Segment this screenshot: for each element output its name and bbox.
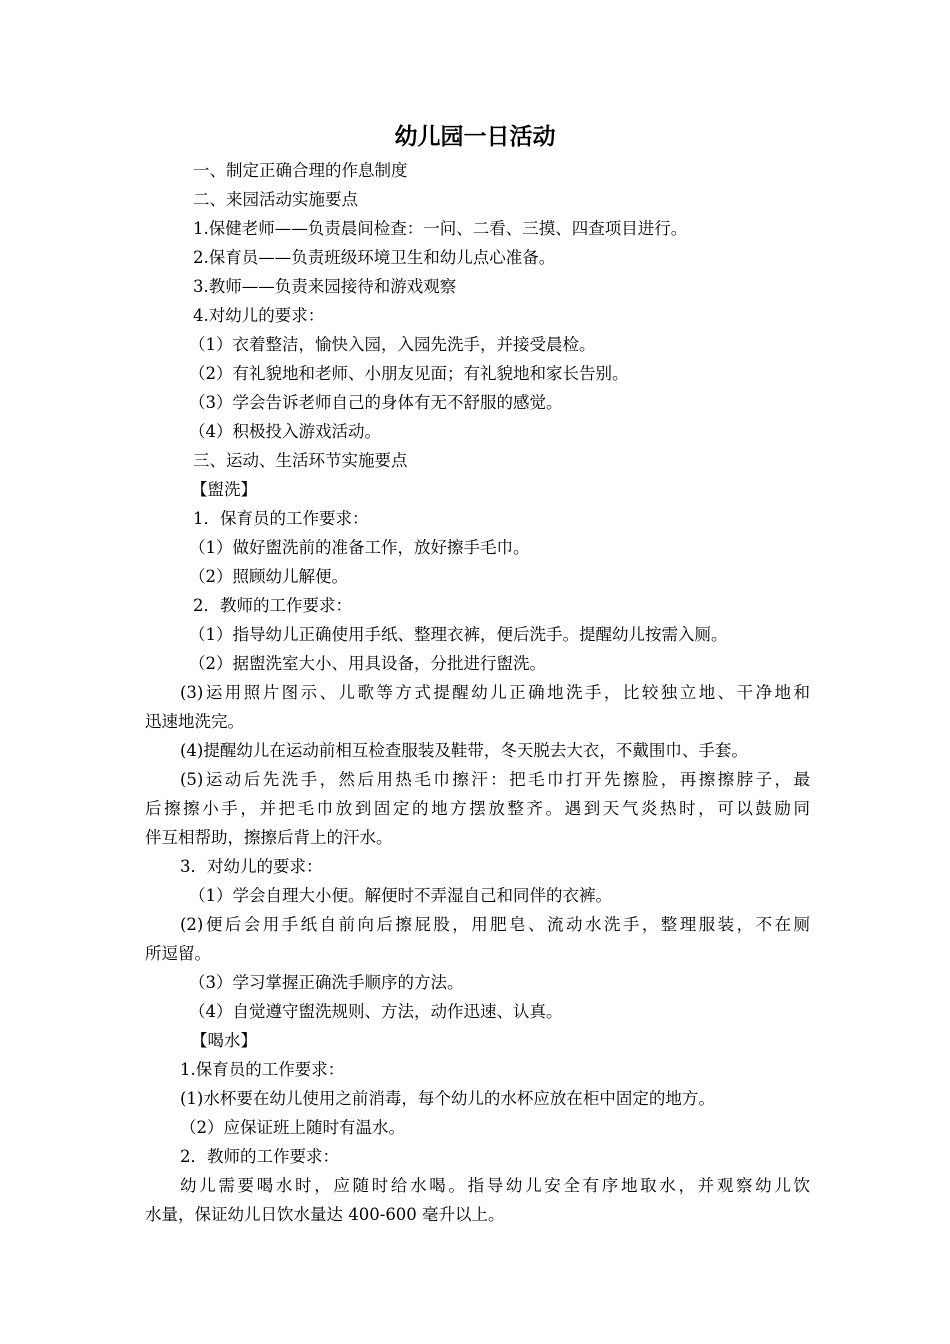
document-body [145, 156, 810, 1229]
text-line: (1)水杯要在幼儿使用之前消毒，每个幼儿的水杯应放在柜中固定的地方。 [180, 1089, 715, 1108]
text-line: 后擦擦小手，并把毛巾放到固定的地方摆放整齐。遇到天气炎热时，可以鼓励同 [145, 799, 810, 818]
section-heading: 【盥洗】 [191, 480, 257, 499]
text-line: （1）衣着整洁，愉快入园，入园先洗手，并接受晨检。 [189, 335, 596, 354]
document-title: 幼儿园一日活动 [394, 124, 556, 150]
text-line: 4.对幼儿的要求： [193, 306, 325, 325]
text-line: (2)便后会用手纸自前向后擦屁股，用肥皂、流动水洗手，整理服装，不在厕 [180, 915, 810, 934]
text-line: (5)运动后先洗手，然后用热毛巾擦汗：把毛巾打开先擦脸，再擦擦脖子，最 [180, 770, 810, 789]
text-line: 三、运动、生活环节实施要点 [193, 451, 408, 470]
text-line: (4)提醒幼儿在运动前相互检查服装及鞋带，冬天脱去大衣，不戴围巾、手套。 [180, 741, 748, 760]
text-line: （2）有礼貌地和老师、小朋友见面；有礼貌地和家长告别。 [189, 364, 629, 383]
text-line: 水量，保证幼儿日饮水量达 400-600 毫升以上。 [145, 1205, 505, 1224]
text-line: （4）积极投入游戏活动。 [189, 422, 381, 441]
text-line: （2）应保证班上随时有温水。 [180, 1118, 405, 1137]
text-line: （2）照顾幼儿解便。 [189, 567, 348, 586]
text-line: 二、来园活动实施要点 [193, 190, 358, 209]
text-line: 2．教师的工作要求： [180, 1147, 339, 1166]
text-line: （4）自觉遵守盥洗规则、方法，动作迅速、认真。 [189, 1002, 563, 1021]
text-line: 幼儿需要喝水时，应随时给水喝。指导幼儿安全有序地取水，并观察幼儿饮 [180, 1176, 810, 1195]
text-line: （1）学会自理大小便。解便时不弄湿自己和同伴的衣裤。 [189, 886, 612, 905]
text-line: （2）据盥洗室大小、用具设备，分批进行盥洗。 [189, 654, 546, 673]
text-line: 3．对幼儿的要求： [180, 857, 323, 876]
text-line: 2.保育员——负责班级环境卫生和幼儿点心准备。 [193, 248, 556, 267]
text-line: （3）学会告诉老师自己的身体有无不舒服的感觉。 [189, 393, 563, 412]
text-line: 1.保育员的工作要求： [180, 1060, 345, 1079]
text-line: （1）做好盥洗前的准备工作，放好擦手毛巾。 [189, 538, 530, 557]
section-heading: 【喝水】 [191, 1031, 257, 1050]
text-line: 伴互相帮助，擦擦后背上的汗水。 [145, 828, 393, 847]
text-line: （3）学习掌握正确洗手顺序的方法。 [189, 973, 464, 992]
text-line: （1）指导幼儿正确使用手纸、整理衣裤，便后洗手。提醒幼儿按需入厕。 [189, 625, 728, 644]
text-line: 1．保育员的工作要求： [193, 509, 369, 528]
text-line: 3.教师——负责来园接待和游戏观察 [193, 277, 457, 296]
text-line: 迅速地洗完。 [145, 712, 244, 731]
text-line: 所逗留。 [145, 944, 211, 963]
text-line: 一、制定正确合理的作息制度 [193, 161, 408, 180]
text-line: 1.保健老师——负责晨间检查：一问、二看、三摸、四查项目进行。 [193, 219, 688, 238]
text-line: (3)运用照片图示、儿歌等方式提醒幼儿正确地洗手，比较独立地、干净地和 [180, 683, 810, 702]
text-line: 2．教师的工作要求： [193, 596, 352, 615]
